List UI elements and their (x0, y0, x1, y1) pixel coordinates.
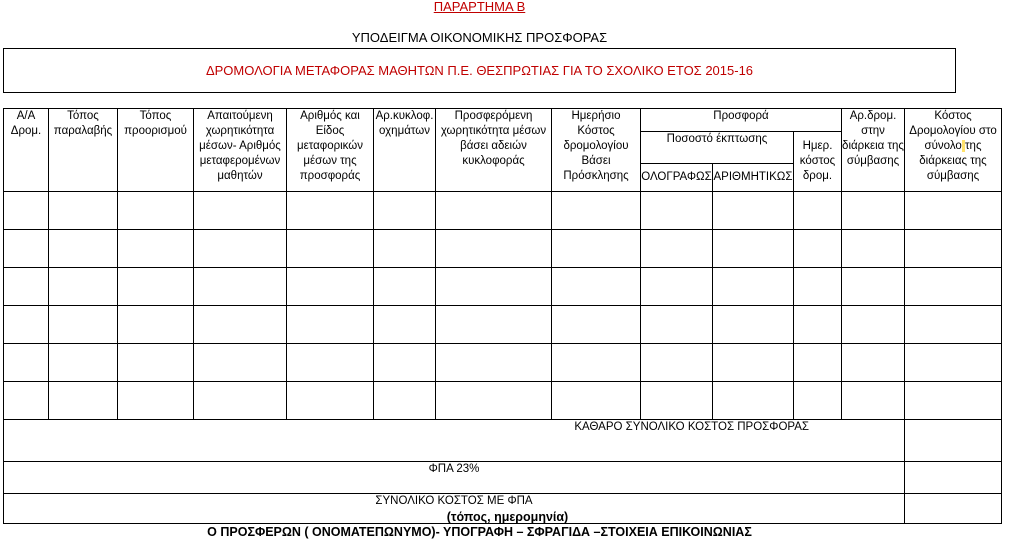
col-offered-capacity: Προσφερόμενη χωρητικότητα μέσων βάσει αδειών κυκλοφοράς (436, 109, 552, 192)
col-in-words: ΟΛΟΓΡΑΦΩΣ (641, 164, 713, 192)
total-with-vat-label: ΣΥΝΟΛΙΚΟ ΚΟΣΤΟΣ ΜΕ ΦΠΑ (4, 494, 905, 524)
col-routes-in-contract: Αρ.δρομ. στην διάρκεια της σύμβασης (842, 109, 905, 192)
col-destination: Τόπος προορισμού (118, 109, 194, 192)
place-date-label: (τόπος, ημερομηνία) (446, 510, 569, 524)
signature-label: Ο ΠΡΟΣΦΕΡΩΝ ( ΟΝΟΜΑΤΕΠΩΝΥΜΟ)- ΥΠΟΓΡΑΦΗ – ΣΦΡΑΓΙΔΑ –ΣΤΟΙΧΕΙΑ ΕΠΙΚΟΙΝΩΝΙΑΣ (207, 525, 752, 539)
col-pickup: Τόπος παραλαβής (49, 109, 118, 192)
col-daily-cost: Ημερήσιο Κόστος δρομολογίου Βάσει Πρόσκλησης (552, 109, 641, 192)
net-total-label: ΚΑΘΑΡΟ ΣΥΝΟΛΙΚΟ ΚΟΣΤΟΣ ΠΡΟΣΦΟΡΑΣ (4, 420, 905, 462)
col-discount-pct: Ποσοστό έκπτωσης (641, 132, 794, 164)
offer-table (3, 108, 1002, 524)
table-row (4, 382, 1002, 420)
summary-vat-row (4, 462, 1002, 494)
col-plate-no: Αρ.κυκλοφ. οχημάτων (374, 109, 436, 192)
col-required-capacity: Απαιτούμενη χωρητικότητα μέσων- Αριθμός μεταφερομένων μαθητών (194, 109, 287, 192)
col-route-no: Α/Α Δρομ. (4, 109, 49, 192)
vat-value[interactable] (905, 462, 1002, 494)
table-row (4, 230, 1002, 268)
subtitle-box (3, 48, 956, 93)
header-row (4, 109, 1002, 132)
col-daily-route-cost: Ημερ. κόστος δρομ. (794, 132, 842, 192)
table-row (4, 344, 1002, 382)
net-total-value[interactable] (905, 420, 1002, 462)
col-vehicle-count-type: Αριθμός και Είδος μεταφορικών μέσων της προσφοράς (287, 109, 374, 192)
table-row (4, 306, 1002, 344)
appendix-title: ΠΑΡΑΡΤΗΜΑ Β (433, 0, 526, 14)
total-cost-label-end: της διάρκειας της σύμβασης (919, 140, 987, 182)
col-in-numbers: ΑΡΙΘΜΗΤΙΚΩΣ (713, 164, 794, 192)
table-row (4, 192, 1002, 230)
col-total-cost (905, 109, 1002, 192)
document-subtitle: ΔΡΟΜΟΛΟΓΙΑ ΜΕΤΑΦΟΡΑΣ ΜΑΘΗΤΩΝ Π.Ε. ΘΕΣΠΡΩΤΙΑΣ ΓΙΑ ΤΟ ΣΧΟΛΙΚΟ ΕΤΟΣ 2015-16 (205, 63, 754, 78)
document-title: ΥΠΟΔΕΙΓΜΑ ΟΙΚΟΝΟΜΙΚΗΣ ΠΡΟΣΦΟΡΑΣ (351, 30, 608, 45)
col-offer: Προσφορά (641, 109, 842, 132)
total-cost-label-start: Κόστος Δρομολογίου στο σύνολο (909, 110, 997, 152)
table-row (4, 268, 1002, 306)
vat-label: ΦΠΑ 23% (4, 462, 905, 494)
summary-net-total-row (4, 420, 1002, 462)
